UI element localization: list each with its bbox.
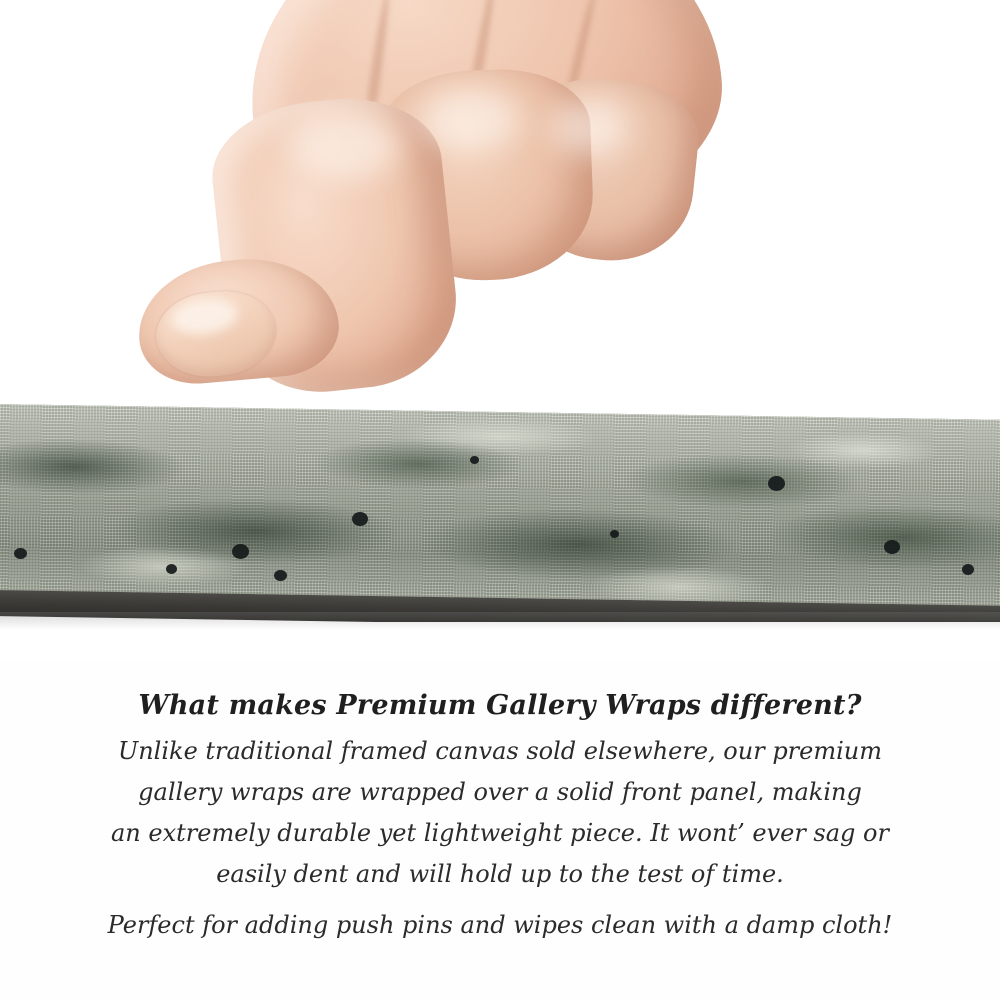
skin-highlight <box>420 90 520 150</box>
caption-line-3: an extremely durable yet lightweight piece. It wont’ ever sag or <box>111 819 889 847</box>
caption-block <box>0 690 1000 946</box>
paint-speck <box>232 544 249 559</box>
skin-highlight <box>550 100 630 155</box>
caption-line-2: gallery wraps are wrapped over a solid front panel, making <box>138 778 862 806</box>
caption-headline: What makes Premium Gallery Wraps different? <box>138 690 862 721</box>
paint-speck <box>166 564 177 574</box>
paint-speck <box>352 512 368 526</box>
paint-speck <box>274 570 287 581</box>
paint-speck <box>610 530 619 538</box>
hand-illustration <box>120 0 680 430</box>
canvas-printed-surface <box>0 404 1000 622</box>
skin-highlight <box>290 110 400 180</box>
canvas-wrap-edge <box>0 404 1000 622</box>
caption-line-4: easily dent and will hold up to the test of time. <box>216 860 784 888</box>
canvas-drop-shadow <box>0 612 1000 630</box>
paint-speck <box>14 548 27 559</box>
paint-speck <box>470 456 479 464</box>
paint-speck <box>884 540 900 554</box>
caption-closing-line: Perfect for adding push pins and wipes clean with a damp cloth! <box>107 911 893 939</box>
paint-speck <box>962 564 974 575</box>
caption-line-1: Unlike traditional framed canvas sold elsewhere, our premium <box>117 737 882 765</box>
paint-speck <box>768 476 785 491</box>
